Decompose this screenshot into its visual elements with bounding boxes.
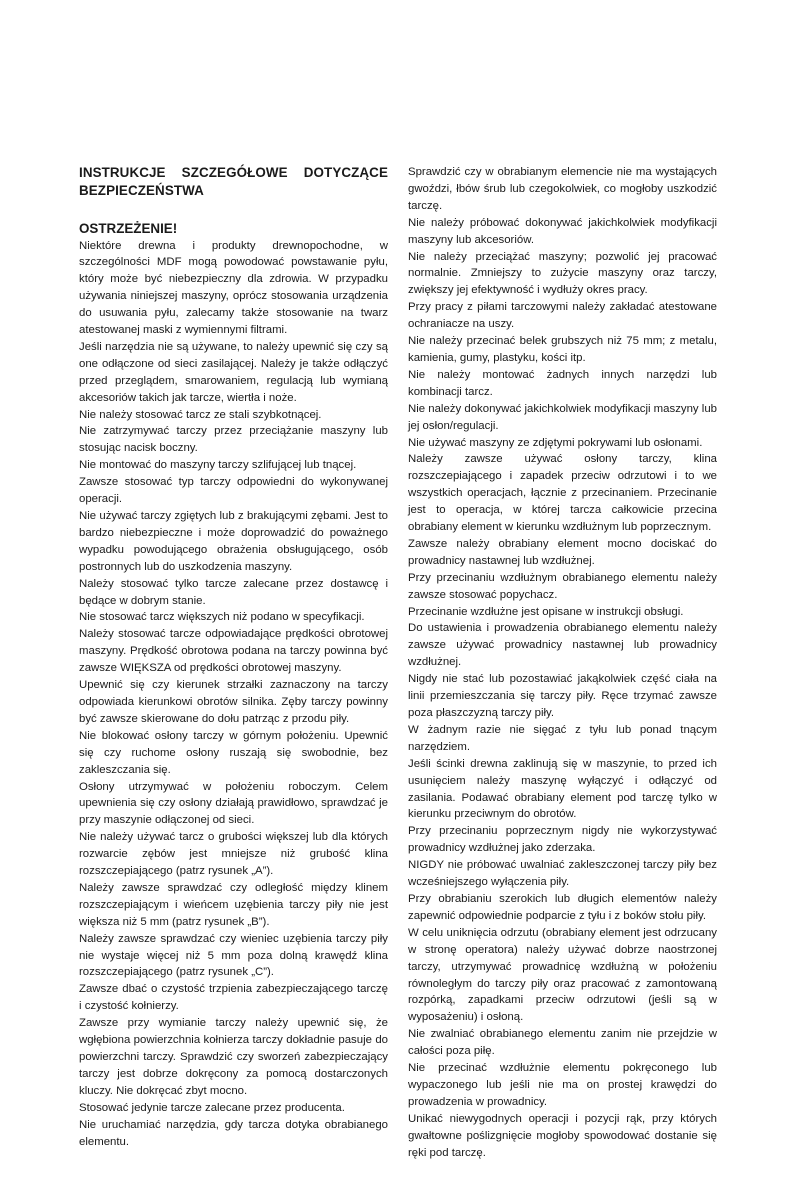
- safety-instruction-paragraph: Należy stosować tarcze odpowiadające prędkości obrotowej maszyny. Prędkość obrotowa podana na tarczy powinna być zawsze WIĘKSZA od prędkości obrotowej maszyny.: [79, 628, 388, 675]
- safety-instruction-paragraph: W żadnym razie nie sięgać z tyłu lub ponad tnącym narzędziem.: [408, 723, 717, 753]
- safety-instruction-paragraph: Nigdy nie stać lub pozostawiać jakąkolwiek część ciała na linii przemieszczania się tarczy piły. Ręce trzymać zawsze poza płaszczyzną tarczy piły.: [408, 673, 717, 719]
- safety-instruction-paragraph: Nie należy przeciążać maszyny; pozwolić jej pracować normalnie. Zmniejszy to zużycie maszyny oraz tarczy, zwiększy jej efektywność i wydłuży okres pracy.: [408, 250, 717, 297]
- safety-instruction-paragraph: Nie należy montować żadnych innych narzędzi lub kombinacji tarcz.: [408, 368, 717, 398]
- right-column: [408, 164, 717, 1161]
- safety-instruction-paragraph: Sprawdzić czy w obrabianym elemencie nie ma wystających gwoździ, łbów śrub lub czegokolwiek, co mogłoby uszkodzić tarczę.: [408, 166, 717, 212]
- safety-instruction-paragraph: Należy zawsze używać osłony tarczy, klina rozszczepiającego i zapadek przeciw odrzutowi i to we wszystkich operacjach, łącznie z przecinaniem. Przecinanie jest to operacja, w której tarcza całkowicie przecina obrabiany element w kierunku wzdłużnym lub poprzecznym.: [408, 453, 717, 534]
- safety-instruction-paragraph: Upewnić się czy kierunek strzałki zaznaczony na tarczy odpowiada kierunkowi obrotów silnika. Zęby tarczy powinny być zawsze skierowane do dołu patrząc z przodu piły.: [79, 679, 388, 725]
- safety-instruction-paragraph: Należy zawsze sprawdzać czy wieniec uzębienia tarczy piły nie wystaje więcej niż 5 mm poza dolną krawędź klina rozszczepiającego (patrz rysunek „C”).: [79, 932, 388, 979]
- safety-instruction-paragraph: Nie należy używać tarcz o grubości większej lub dla których rozwarcie zębów jest mniejsze niż grubość klina rozszczepiającego (patrz rysunek „A”).: [79, 831, 388, 878]
- safety-instruction-paragraph: Jeśli ścinki drewna zaklinują się w maszynie, to przed ich usunięciem należy maszynę wyłączyć i odłączyć od zasilania. Podawać obrabiany element pod tarczę tylko w kierunku przeciwnym do obrotów.: [408, 757, 717, 821]
- safety-instruction-paragraph: Zawsze przy wymianie tarczy należy upewnić się, że wgłębiona powierzchnia kołnierza tarczy dokładnie pasuje do powierzchni tarczy. Sprawdzić czy sworzeń zabezpieczający tarczy jest dobrze dokręcony za pomocą dostarczonych kluczy. Nie dokręcać zbyt mocno.: [79, 1017, 388, 1097]
- safety-instruction-paragraph: Zawsze stosować typ tarczy odpowiedni do wykonywanej operacji.: [79, 476, 388, 506]
- safety-instruction-paragraph: Zawsze należy obrabiany element mocno dociskać do prowadnicy nastawnej lub wzdłużnej.: [408, 537, 717, 567]
- safety-instruction-paragraph: NIGDY nie próbować uwalniać zakleszczonej tarczy piły bez wcześniejszego wyłączenia piły.: [408, 859, 717, 889]
- safety-instruction-paragraph: Nie montować do maszyny tarczy szlifującej lub tnącej.: [79, 459, 357, 472]
- safety-instruction-paragraph: Nie należy stosować tarcz ze stali szybkotnącej.: [79, 408, 322, 421]
- safety-instruction-paragraph: Nie zatrzymywać tarczy przez przeciążanie maszyny lub stosując nacisk boczny.: [79, 425, 388, 455]
- left-column: [79, 164, 388, 1150]
- safety-instruction-paragraph: Osłony utrzymywać w położeniu roboczym. Celem upewnienia się czy osłony działają prawidłowo, sprawdzać je przy maszynie odłączonej od sieci.: [79, 780, 388, 827]
- safety-instruction-paragraph: Stosować jedynie tarcze zalecane przez producenta.: [79, 1101, 345, 1114]
- safety-instruction-paragraph: Nie przecinać wzdłużnie elementu pokręconego lub wypaczonego lub jeśli nie ma on prostej krawędzi do prowadzenia w prowadnicy.: [408, 1062, 717, 1108]
- safety-instruction-paragraph: Nie stosować tarcz większych niż podano w specyfikacji.: [79, 611, 365, 624]
- safety-instruction-paragraph: Przecinanie wzdłużne jest opisane w instrukcji obsługi.: [408, 605, 684, 618]
- safety-instruction-paragraph: Nie należy przecinać belek grubszych niż 75 mm; z metalu, kamienia, gumy, plastyku, kości itp.: [408, 335, 717, 364]
- safety-instruction-paragraph: Nie używać maszyny ze zdjętymi pokrywami lub osłonami.: [408, 436, 703, 449]
- safety-instruction-paragraph: Jeśli narzędzia nie są używane, to należy upewnić się czy są one odłączone od sieci zasilającej. Należy je także odłączyć przed przeglądem, smarowaniem, regulacją lub wymianą akcesoriów takich jak tarcze, wiertła i noże.: [79, 340, 388, 404]
- safety-instruction-paragraph: W celu uniknięcia odrzutu (obrabiany element jest odrzucany w stronę operatora) należy używać dobrze naostrzonej tarczy, utrzymywać prowadnicę wzdłużną w położeniu równoległym do tarczy piły oraz pracować z zamontowaną rozpórką, zapadkami przeciw odrzutowi (jeśli są w wyposażeniu) i osłoną.: [408, 926, 717, 1024]
- safety-instruction-paragraph: Do ustawienia i prowadzenia obrabianego elementu należy zawsze używać prowadnicy nastawnej lub prowadnicy wzdłużnej.: [408, 622, 717, 669]
- safety-instruction-paragraph: Nie należy próbować dokonywać jakichkolwiek modyfikacji maszyny lub akcesoriów.: [408, 216, 717, 246]
- safety-instruction-paragraph: Nie uruchamiać narzędzia, gdy tarcza dotyka obrabianego elementu.: [79, 1118, 388, 1148]
- safety-instruction-paragraph: Niektóre drewna i produkty drewnopochodne, w szczególności MDF mogą powodować powstawanie pyłu, który może być niebezpieczny dla zdrowia. W przypadku używania niniejszej maszyny, oprócz stosowania urządzenia do usuwania pyłu, zalecamy także stosowanie na twarz atestowanej maski z wymiennymi filtrami.: [79, 239, 388, 337]
- safety-instruction-paragraph: Przy pracy z piłami tarczowymi należy zakładać atestowane ochraniacze na uszy.: [408, 301, 717, 331]
- safety-instruction-paragraph: Przy przecinaniu wzdłużnym obrabianego elementu należy zawsze stosować popychacz.: [408, 571, 717, 601]
- safety-instruction-paragraph: Zawsze dbać o czystość trzpienia zabezpieczającego tarczę i czystość kołnierzy.: [79, 983, 388, 1013]
- safety-instruction-paragraph: Należy stosować tylko tarcze zalecane przez dostawcę i będące w dobrym stanie.: [79, 577, 388, 607]
- safety-instruction-paragraph: Należy zawsze sprawdzać czy odległość między klinem rozszczepiającym i wieńcem uzębienia tarczy piły nie jest większa niż 5 mm (patrz rysunek „B”).: [79, 881, 388, 928]
- safety-instruction-paragraph: Nie blokować osłony tarczy w górnym położeniu. Upewnić się czy ruchome osłony ruszają się swobodnie, bez zakleszczania się.: [79, 729, 388, 776]
- safety-instruction-paragraph: Przy obrabianiu szerokich lub długich elementów należy zapewnić odpowiednie podparcie z tyłu i z boków stołu piły.: [408, 892, 717, 922]
- safety-instruction-paragraph: Nie należy dokonywać jakichkolwiek modyfikacji maszyny lub jej osłon/regulacji.: [408, 402, 717, 432]
- safety-instruction-paragraph: Nie używać tarczy zgiętych lub z brakującymi zębami. Jest to bardzo niebezpieczne i może doprowadzić do poważnego wypadku powodującego obrażenia obsługującego, osób postronnych lub do uszkodzenia maszyny.: [79, 510, 388, 573]
- safety-instruction-paragraph: Przy przecinaniu poprzecznym nigdy nie wykorzystywać prowadnicy wzdłużnej jako zderzaka.: [408, 825, 717, 855]
- warning-title: OSTRZEŻENIE!: [79, 221, 178, 236]
- page-title: INSTRUKCJE SZCZEGÓŁOWE DOTYCZĄCE BEZPIECZEŃSTWA: [79, 165, 388, 198]
- safety-instruction-paragraph: Unikać niewygodnych operacji i pozycji rąk, przy których gwałtowne poślizgnięcie mogłoby spowodować dostanie się ręki pod tarczę.: [408, 1112, 717, 1159]
- safety-instruction-paragraph: Nie zwalniać obrabianego elementu zanim nie przejdzie w całości poza piłę.: [408, 1028, 717, 1058]
